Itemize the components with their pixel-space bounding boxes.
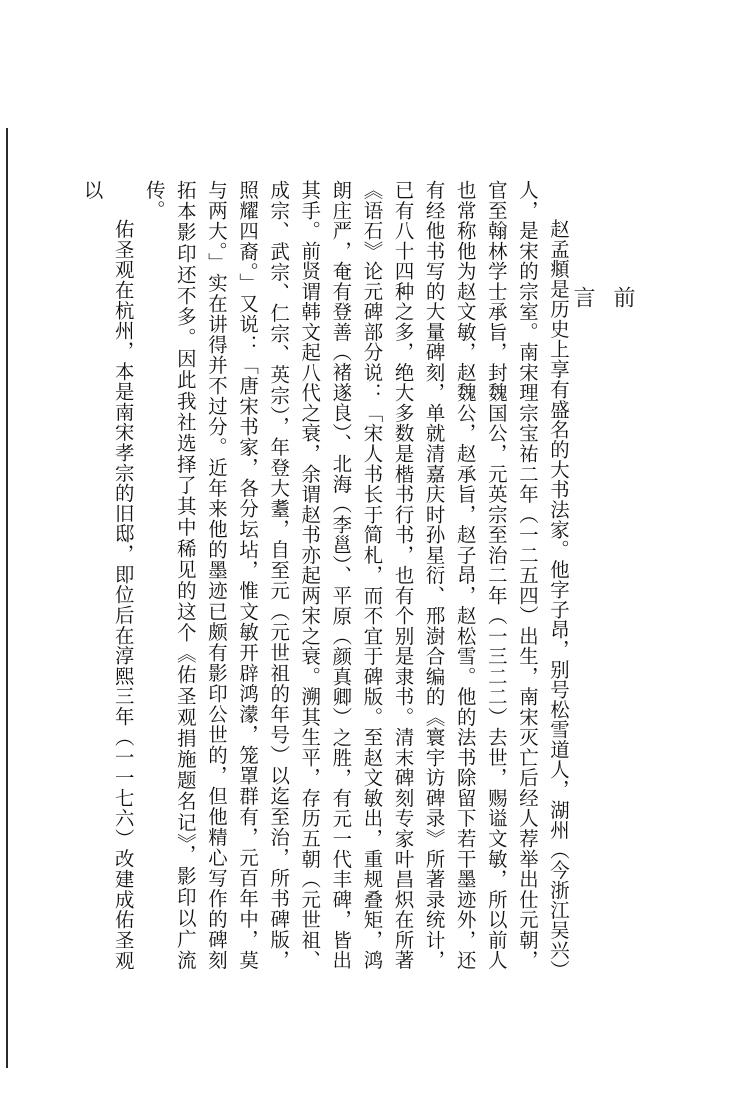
body-text: [80, 180, 574, 970]
page-title: 前 言: [570, 286, 635, 354]
paragraph-2: 佑圣观在杭州，本是南宋孝宗的旧邸，即位后在淳熙三年（一一七六）改建成佑圣观以: [80, 180, 135, 970]
paragraph-1: 赵孟頫是历史上享有盛名的大书法家。他字子昂，别号松雪道人，湖州（今浙江吴兴）人，是宋的宗室。南宋理宗宝祐二年（一二五四）出生，南宋灭亡后经人荐举出仕元朝，官至翰林学士承旨，封魏国公，元英宗至治二年（一三二二）去世，赐谥文敏，所以前人也常称他为赵文敏，赵魏公，赵承旨，赵子昂，赵松雪。他的法书除留下若干墨迹外，还有经他书写的大量碑刻，单就清嘉庆时孙星衍、邢澍合编的《寰宇访碑录》所著录统计，已有八十四种之多，绝大多数是楷书行书，也有个别是隶书。清末碑刻专家叶昌炽在所著《语石》论元碑部分说：「宋人书长于简札，而不宜于碑版。至赵文敏出，重规叠矩，鸿朗庄严，奄有登善（褚遂良）、北海（李邕）、平原（颜真卿）之胜，有元一代丰碑，皆出其手。前贤谓韩文起八代之衰，余谓赵书亦起两宋之衰。溯其生平，存历五朝（元世祖、成宗、武宗、仁宗、英宗），年登大耋，自至元（元世祖的年号）以迄至治，所书碑版，照耀四裔。」又说：「唐宋书家，各分坛坫，惟文敏开辟鸿濛，笼罩群有，元百年中，莫与两大。」实在讲得并不过分。近年来他的墨迹已颇有影印公世的，但他精心写作的碑刻拓本影印还不多。因此我社选择了其中稀见的这个《佑圣观捐施题名记》，影印以广流传。: [142, 180, 570, 970]
binding-edge-line: [6, 128, 8, 1068]
